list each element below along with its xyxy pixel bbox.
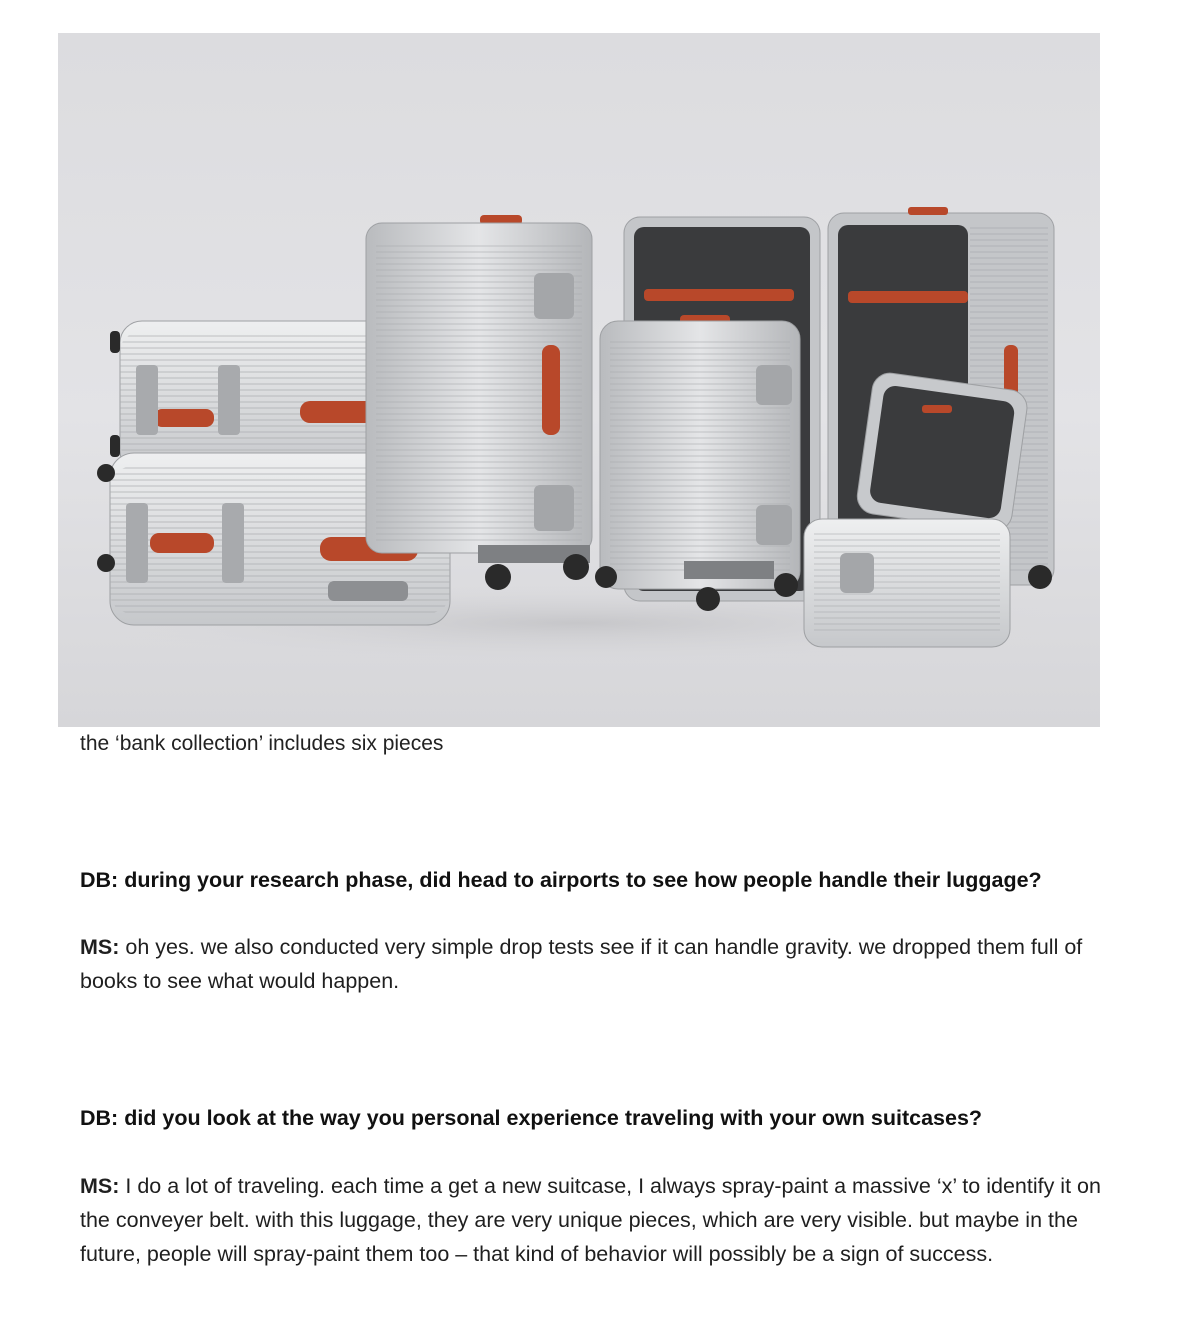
question-text: did you look at the way you personal experience traveling with your own suitcases? <box>124 1106 983 1130</box>
medium-case <box>595 315 800 611</box>
luggage-photo <box>58 33 1100 727</box>
question-2 <box>80 1101 1130 1135</box>
photo-caption: the ‘bank collection’ includes six pieces <box>80 732 444 755</box>
answer-text: oh yes. we also conducted very simple drop tests see if it can handle gravity. we dropped them full of books to see what would happen. <box>80 935 1083 993</box>
speaker-label: MS: <box>80 935 120 959</box>
answer-text: I do a lot of traveling. each time a get a new suitcase, I always spray-paint a massive ‘x’ to identify it on the conveyer belt. with this luggage, they are very unique pieces, which are very visible. but maybe in the future, people will spray-paint them too – that kind of behavior will possibly be a sign of success. <box>80 1174 1101 1266</box>
tall-trunk <box>366 215 592 590</box>
speaker-label: MS: <box>80 1174 120 1198</box>
speaker-label: DB: <box>80 868 119 892</box>
answer-1 <box>80 930 1130 998</box>
answer-2 <box>80 1169 1130 1271</box>
question-1 <box>80 863 1130 897</box>
speaker-label: DB: <box>80 1106 119 1130</box>
luggage-illustration <box>58 33 1100 727</box>
question-text: during your research phase, did head to airports to see how people handle their luggage? <box>124 868 1042 892</box>
